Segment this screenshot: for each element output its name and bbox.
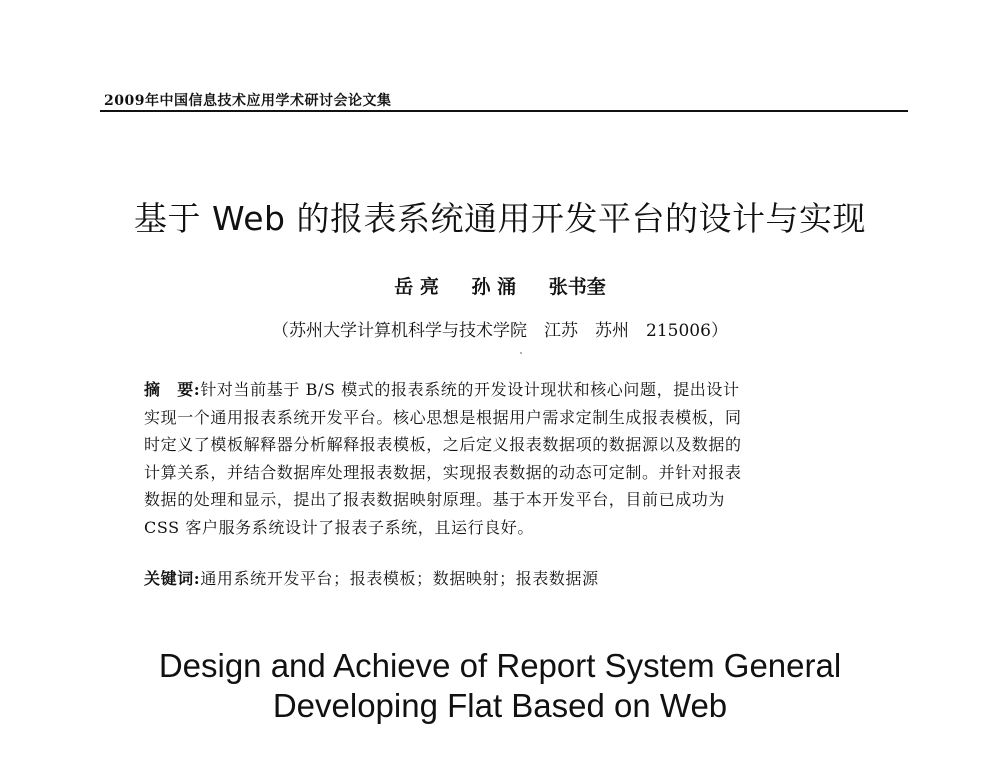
abstract-text: 针对当前基于 B/S 模式的报表系统的开发设计现状和核心问题，提出设计 bbox=[200, 380, 740, 399]
author-list bbox=[0, 272, 1000, 299]
running-header: 2009年中国信息技术应用学术研讨会论文集 bbox=[104, 93, 392, 109]
paper-title-en-line: Developing Flat Based on Web bbox=[272, 687, 728, 724]
author-name: 张书奎 bbox=[548, 276, 606, 298]
author-name: 孙 涌 bbox=[471, 276, 517, 298]
abstract-line bbox=[144, 376, 868, 404]
abstract-line: 实现一个通用报表系统开发平台。核心思想是根据用户需求定制生成报表模板，同 bbox=[144, 407, 742, 427]
abstract-line: 数据的处理和显示，提出了报表数据映射原理。基于本开发平台，目前已成功为 bbox=[144, 490, 726, 509]
paper-title-cn: 基于 Web 的报表系统通用开发平台的设计与实现 bbox=[134, 199, 866, 238]
affiliation: （苏州大学计算机科学与技术学院 江苏 苏州 215006） bbox=[272, 321, 728, 341]
paper-title-en bbox=[0, 646, 1000, 726]
keywords bbox=[144, 566, 599, 589]
abstract-line: CSS 客户服务系统设计了报表子系统，且运行良好。 bbox=[144, 517, 534, 537]
author-name: 岳 亮 bbox=[394, 276, 439, 298]
abstract-line: 计算关系，并结合数据库处理报表数据，实现报表数据的动态可定制。并针对报表 bbox=[144, 462, 742, 482]
abstract bbox=[144, 376, 868, 541]
paper-title-en-line: Design and Achieve of Report System General bbox=[158, 647, 842, 684]
abstract-line: 时定义了模板解释器分析解释报表模板，之后定义报表数据项的数据源以及数据的 bbox=[144, 435, 742, 454]
scan-speck bbox=[520, 352, 522, 354]
header-rule bbox=[100, 110, 908, 112]
abstract-label: 摘 要: bbox=[144, 380, 201, 399]
keywords-text: 通用系统开发平台；报表模板；数据映射；报表数据源 bbox=[200, 569, 599, 588]
keywords-label: 关键词: bbox=[144, 569, 201, 588]
